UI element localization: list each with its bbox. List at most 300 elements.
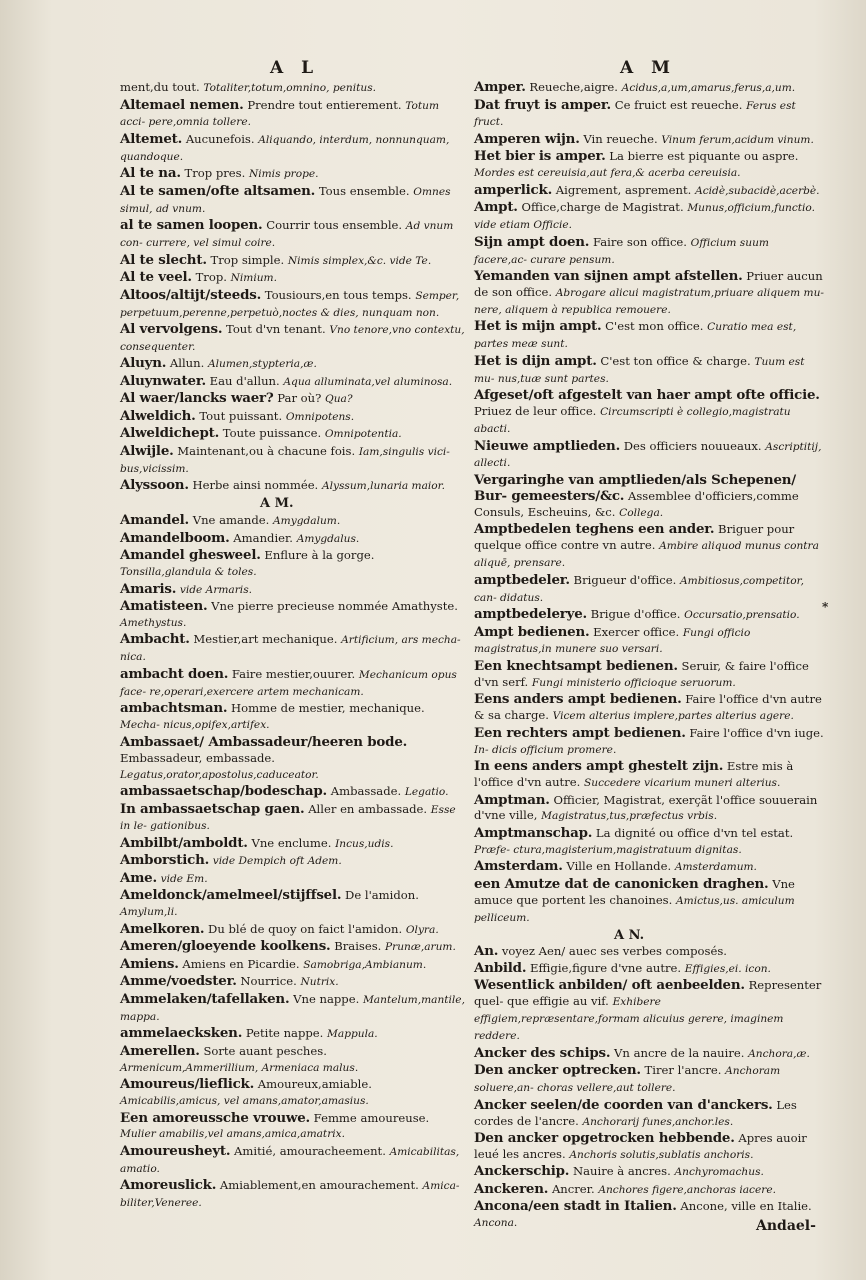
dictionary-entry — [120, 218, 466, 252]
dictionary-entry — [474, 388, 824, 438]
latin-gloss: Anchyromachus. — [674, 1166, 764, 1179]
french-gloss: Amoureux,amiable. — [257, 1077, 372, 1092]
latin-gloss: Ambire aliquod munus contra aliquē, prensare. — [474, 540, 819, 570]
latin-gloss: Ascriptitij, allecti. — [474, 440, 822, 470]
headword: Ameldonck/amelmeel/stijffsel. — [120, 887, 342, 904]
dictionary-entry — [120, 478, 466, 495]
latin-gloss: Aqua alluminata,vel aluminosa. — [283, 375, 453, 388]
dictionary-entry — [120, 784, 466, 801]
headword: Yemanden van sijnen ampt afstellen. — [474, 268, 743, 285]
dictionary-entry — [120, 513, 466, 530]
latin-gloss: Præfe- ctura,magisterium,magistratuum dignitas. — [474, 843, 742, 856]
dictionary-entry — [120, 531, 466, 548]
dictionary-entry — [120, 132, 466, 166]
dictionary-entry — [120, 322, 466, 356]
headword: Den ancker opgetrocken hebbende. — [474, 1130, 735, 1146]
latin-gloss: Ad vnum con- currere, vel simul coire. — [120, 220, 454, 250]
latin-gloss: vide Armaris. — [179, 583, 252, 596]
french-gloss: Aigrement, asprement. — [555, 182, 692, 197]
french-gloss: Faire l'office d'vn autre & sa charge. — [474, 692, 822, 723]
headword: Eens anders ampt bedienen. — [474, 691, 682, 708]
headword: amperlick. — [474, 181, 553, 198]
dictionary-entry — [474, 183, 824, 200]
french-gloss: Vne enclume. — [251, 835, 332, 850]
headword: Amandel. — [120, 512, 190, 529]
french-gloss: Trop simple. — [210, 252, 285, 267]
french-gloss: voyez Aen/ auec ses verbes composés. — [501, 944, 727, 959]
french-gloss: Ambassade. — [330, 784, 402, 798]
french-gloss: Vn ancre de la nauire. — [614, 1045, 745, 1060]
latin-gloss: vide Dempich oft Adem. — [212, 855, 342, 868]
dictionary-entry — [120, 1111, 466, 1144]
french-gloss: C'est ton office & charge. — [600, 353, 751, 368]
headword: Het is mijn ampt. — [474, 318, 602, 335]
dictionary-entry — [120, 1178, 466, 1212]
dictionary-entry — [474, 573, 824, 607]
dictionary-entry — [474, 1046, 824, 1063]
dictionary-entry — [120, 853, 466, 870]
dictionary-entry — [120, 667, 466, 701]
latin-gloss: Omnipotens. — [285, 410, 355, 423]
headword: Amptman. — [474, 791, 550, 808]
headword: Altemet. — [120, 130, 183, 147]
latin-gloss: Amygdalum. — [273, 515, 341, 528]
latin-gloss: Ferus est fruct. — [474, 99, 796, 129]
latin-gloss: Anchores figere,anchoras iacere. — [598, 1183, 776, 1196]
headword: In ambassaetschap gaen. — [120, 800, 305, 817]
headword: An. — [474, 943, 499, 960]
french-gloss: C'est mon office. — [605, 319, 704, 334]
dictionary-entry — [120, 184, 466, 218]
french-gloss: Seruir, & faire l'office d'vn serf. — [474, 658, 809, 689]
headword: Amper. — [474, 79, 526, 95]
latin-gloss: Totum acci- pere,omnia tollere. — [120, 99, 440, 129]
dictionary-entry — [120, 426, 466, 443]
latin-gloss: Nimis prope. — [248, 168, 319, 181]
french-gloss: Vne pierre precieuse nommée Amathyste. — [211, 599, 458, 614]
headword: Amoreuslick. — [120, 1177, 217, 1194]
dictionary-entry — [474, 877, 824, 927]
french-gloss: Reueche,aigre. — [529, 80, 618, 94]
latin-gloss: Anchora,æ. — [748, 1047, 810, 1060]
headword: Alwijle. — [120, 442, 174, 459]
french-gloss: Vin reueche. — [583, 131, 658, 146]
french-gloss: Des officiers nouueaux. — [623, 438, 762, 453]
latin-gloss: Amygdalus. — [296, 532, 360, 545]
french-gloss: Office,charge de Magistrat. — [521, 200, 684, 215]
latin-gloss: Totaliter,totum,omnino, penitus. — [203, 82, 376, 94]
dictionary-entry — [474, 944, 824, 960]
french-gloss: Nauire à ancres. — [572, 1164, 671, 1179]
dictionary-entry — [474, 132, 824, 149]
headword: Amiens. — [120, 955, 179, 972]
dictionary-entry — [120, 356, 466, 373]
headword: Afgeset/oft afgestelt van haer ampt ofte officie. — [474, 387, 820, 404]
french-gloss: ment,du tout. — [120, 80, 200, 94]
latin-gloss: Mordes est cereuisia,aut fera,& acerba cereuisia. — [474, 167, 741, 180]
headword: Amme/voedster. — [120, 973, 237, 990]
latin-gloss: Incus,udis. — [335, 837, 394, 850]
headword: Amperen wijn. — [474, 130, 580, 147]
french-gloss: Enflure à la gorge. — [264, 548, 375, 563]
french-gloss: Briguer pour quelque office contre vn autre. — [474, 522, 795, 553]
headword: Al te veel. — [120, 269, 192, 286]
header-right: A M — [620, 58, 676, 78]
french-gloss: Tout d'vn tenant. — [226, 322, 326, 337]
headword: Amatisteen. — [120, 598, 208, 615]
running-header — [0, 58, 866, 80]
latin-gloss: Nimis simplex,&c. vide Te. — [287, 254, 432, 267]
headword: Amptmanschap. — [474, 824, 593, 841]
french-gloss: Aller en ambassade. — [308, 801, 428, 816]
french-gloss: Allun. — [169, 356, 205, 371]
headword: Ancker seelen/de coorden van d'anckers. — [474, 1096, 773, 1113]
headword: Ancona/een stadt in Italien. — [474, 1198, 677, 1215]
french-gloss: Du blé de quoy on faict l'amidon. — [208, 921, 403, 936]
dictionary-entry — [474, 793, 824, 826]
dictionary-entry — [474, 80, 824, 97]
french-gloss: Vne nappe. — [293, 991, 360, 1006]
french-gloss: Tirer l'ancre. — [644, 1063, 722, 1078]
dictionary-entry — [474, 1098, 824, 1131]
latin-gloss: Amsterdamum. — [674, 861, 757, 874]
headword: Anbild. — [474, 959, 527, 976]
french-gloss: Assemblee d'officiers,comme Consuls, Escheuins, &c. — [474, 488, 799, 519]
headword: Amandel ghesweel. — [120, 547, 261, 564]
french-gloss: Effigie,figure d'vne autre. — [529, 960, 682, 975]
dictionary-entry — [120, 939, 466, 956]
dictionary-entry — [120, 270, 466, 287]
latin-gloss: Vicem alterius implere,partes alterius agere. — [552, 710, 794, 723]
french-gloss: Faire son office. — [592, 234, 687, 249]
french-gloss: Brigueur d'office. — [573, 572, 677, 587]
dictionary-entry — [474, 1063, 824, 1097]
french-gloss: Ancone, ville en Italie. — [680, 1199, 812, 1214]
headword: Een knechtsampt bedienen. — [474, 657, 678, 674]
dictionary-entry — [120, 1144, 466, 1178]
latin-gloss: Succedere vicarium muneri alterius. — [583, 777, 781, 790]
dictionary-entry — [120, 599, 466, 632]
headword: ambacht doen. — [120, 665, 229, 682]
dictionary-entry — [120, 391, 466, 408]
dictionary-entry — [474, 200, 824, 234]
dictionary-entry — [120, 1026, 466, 1043]
french-gloss: Petite nappe. — [245, 1026, 324, 1041]
dictionary-entry — [474, 607, 824, 624]
headword: Anckerschip. — [474, 1163, 570, 1180]
latin-gloss: Fungi ministerio officioque seruorum. — [531, 676, 736, 689]
headword: Al waer/lancks waer? — [120, 390, 274, 407]
right-column — [474, 80, 824, 1233]
headword: Amsterdam. — [474, 858, 563, 875]
headword: Ambacht. — [120, 631, 190, 648]
french-gloss: Representer quel- que effigie au vif. — [474, 978, 822, 1009]
dictionary-entry — [120, 166, 466, 183]
headword: Ambilbt/amboldt. — [120, 834, 248, 851]
dictionary-entry — [120, 444, 466, 478]
latin-gloss: Legatio. — [404, 786, 449, 798]
latin-gloss: Anchoris solutis,sublatis anchoris. — [569, 1148, 754, 1161]
latin-gloss: Olyra. — [405, 923, 439, 936]
dictionary-entry — [120, 80, 466, 97]
french-gloss: Priuer aucun de son office. — [474, 269, 823, 300]
dictionary-entry — [120, 836, 466, 853]
french-gloss: Braises. — [334, 939, 382, 954]
dictionary-entry — [120, 1077, 466, 1110]
headword: Altoos/altijt/steeds. — [120, 286, 262, 303]
french-gloss: Homme de mestier, mechanique. — [231, 701, 425, 716]
headword: Een amoreussche vrouwe. — [120, 1109, 310, 1126]
french-gloss: Mestier,art mechanique. — [193, 632, 338, 647]
dictionary-entry — [474, 978, 824, 1045]
dictionary-entry — [120, 888, 466, 921]
headword: al te samen loopen. — [120, 217, 263, 234]
headword: Ambassaet/ Ambassadeur/heeren bode. — [120, 733, 408, 750]
latin-gloss: Mantelum,mantile, mappa. — [120, 993, 465, 1023]
latin-gloss: Esse in le- gationibus. — [120, 803, 456, 833]
header-left: A L — [270, 58, 320, 78]
dictionary-entry — [474, 98, 824, 132]
dictionary-entry — [474, 439, 824, 473]
latin-gloss: Nutrix. — [300, 976, 339, 989]
headword: amptbedelerye. — [474, 606, 587, 622]
headword: Amborstich. — [120, 852, 210, 869]
headword: Sijn ampt doen. — [474, 233, 590, 250]
headword: Anckeren. — [474, 1180, 549, 1197]
french-gloss: Ce fruict est reueche. — [614, 97, 743, 112]
dictionary-entry — [120, 288, 466, 322]
dictionary-entry — [474, 235, 824, 269]
dictionary-entry — [120, 922, 466, 939]
latin-gloss: Omnipotentia. — [324, 428, 402, 441]
latin-gloss: Tonsilla,glandula & toles. — [120, 566, 257, 579]
latin-gloss: Amicabilis,amicus, vel amans,amator,amasius. — [120, 1095, 369, 1108]
dictionary-entry — [474, 473, 824, 522]
dictionary-entry — [120, 871, 466, 888]
dictionary-entry — [120, 409, 466, 426]
headword: Amelkoren. — [120, 920, 205, 937]
french-gloss: Amitié, amouracheement. — [234, 1143, 386, 1158]
headword: Altemael nemen. — [120, 96, 244, 113]
latin-gloss: Semper, perpetuum,perenne,perpetuò,noctes & dies, nunquam non. — [120, 289, 460, 319]
french-gloss: Tousiours,en tous temps. — [264, 287, 412, 302]
latin-gloss: vide Em. — [160, 872, 208, 885]
headword: ammelaecksken. — [120, 1025, 243, 1042]
headword: amptbedeler. — [474, 571, 570, 588]
latin-gloss: Amylum,li. — [120, 906, 178, 919]
french-gloss: Toute puissance. — [222, 426, 322, 441]
latin-gloss: Mechanicum opus face- re,operari,exercere artem mechanicam. — [120, 668, 457, 698]
french-gloss: Femme amoureuse. — [313, 1110, 430, 1125]
headword: ambassaetschap/bodeschap. — [120, 783, 328, 799]
dictionary-entry — [474, 1164, 824, 1181]
latin-gloss: Amethystus. — [120, 616, 187, 629]
headword: Aluyn. — [120, 355, 167, 372]
latin-gloss: Munus,officium,functio. vide etiam Officie. — [474, 202, 815, 232]
dictionary-entry — [474, 826, 824, 859]
french-gloss: Courrir tous ensemble. — [266, 218, 403, 233]
dictionary-entry — [474, 269, 824, 319]
headword: Amoureusheyt. — [120, 1142, 231, 1159]
french-gloss: Amandier. — [233, 530, 293, 545]
latin-gloss: Ambitiosus,competitor, can- didatus. — [474, 574, 804, 604]
latin-gloss: Exhibere effigiem,repræsentare,formam alicuius gerere, imaginem reddere. — [474, 996, 784, 1043]
dictionary-entry — [474, 759, 824, 792]
latin-gloss: Vinum ferum,acidum vinum. — [661, 133, 814, 146]
headword: Vergaringhe van amptlieden/als Schepenen/ Bur- gemeesters/&c. — [474, 471, 796, 504]
latin-gloss: Prunæ,arum. — [385, 941, 456, 954]
headword: Dat fruyt is amper. — [474, 96, 612, 113]
french-gloss: Nourrice. — [240, 974, 297, 989]
french-gloss: Herbe ainsi nommée. — [192, 478, 319, 493]
french-gloss: La bierre est piquante ou aspre. — [609, 149, 799, 164]
headword: Aluynwater. — [120, 372, 206, 389]
headword: Alyssoon. — [120, 477, 189, 494]
french-gloss: Tous ensemble. — [318, 183, 410, 198]
headword: Alweldichept. — [120, 425, 220, 442]
french-gloss: Priuez de leur office. — [474, 404, 597, 419]
latin-gloss: Fungi officio magistratus,in munere suo versari. — [474, 626, 751, 656]
dictionary-entry — [120, 735, 466, 784]
headword: Wesentlick anbilden/ oft aenbeelden. — [474, 977, 745, 994]
latin-gloss: Occursatio,prensatio. — [684, 609, 800, 621]
french-gloss: De l'amidon. — [345, 888, 419, 903]
headword: ambachtsman. — [120, 700, 228, 717]
french-gloss: Maintenant,ou à chacune fois. — [177, 443, 356, 458]
headword: Het is dijn ampt. — [474, 352, 597, 369]
latin-gloss: Aliquando, interdum, nonnunquam, quandoque. — [120, 133, 450, 163]
dictionary-entry — [120, 957, 466, 974]
latin-gloss: Acidus,a,um,amarus,ferus,a,um. — [621, 82, 796, 94]
latin-gloss: Armenicum,Ammerillium, Armeniaca malus. — [120, 1061, 359, 1074]
headword: Het bier is amper. — [474, 148, 606, 165]
dictionary-entry — [474, 659, 824, 692]
latin-gloss: Alyssum,lunaria maior. — [321, 480, 445, 493]
dictionary-entry — [120, 98, 466, 132]
dictionary-entry — [474, 726, 824, 759]
dictionary-entry — [474, 961, 824, 978]
latin-gloss: Legatus,orator,apostolus,caduceator. — [120, 768, 319, 781]
latin-gloss: Qua? — [325, 393, 353, 406]
dictionary-entry — [474, 319, 824, 353]
french-gloss: Embassadeur, embassade. — [120, 750, 275, 765]
french-gloss: Amiablement,en amourachement. — [219, 1178, 419, 1193]
french-gloss: Brigue d'office. — [590, 607, 681, 621]
french-gloss: Ville en Hollande. — [566, 859, 672, 874]
dictionary-entry — [474, 859, 824, 876]
latin-gloss: Artificium, ars mecha- nica. — [120, 634, 461, 664]
section-heading: A M. — [260, 496, 294, 512]
french-gloss: Aucunefois. — [185, 131, 255, 146]
catchword: Andael- — [756, 1218, 816, 1234]
headword: Al vervolgens. — [120, 321, 223, 338]
dictionary-entry — [120, 582, 466, 599]
latin-gloss: Ancona. — [474, 1217, 518, 1230]
french-gloss: Eau d'allun. — [209, 373, 280, 388]
french-gloss: Officier, Magistrat, exerçãt l'office souuerain d'vne ville, — [474, 792, 818, 823]
dictionary-entry — [120, 632, 466, 666]
dictionary-entry — [120, 374, 466, 391]
headword: In eens anders ampt ghestelt zijn. — [474, 758, 724, 775]
french-gloss: Apres auoir leué les ancres. — [474, 1131, 807, 1161]
latin-gloss: Mecha- nicus,opifex,artifex. — [120, 719, 270, 732]
headword: Ammelaken/tafellaken. — [120, 990, 290, 1007]
headword: Ameren/gloeyende koolkens. — [120, 938, 331, 955]
headword: Amoureus/lieflick. — [120, 1076, 255, 1093]
latin-gloss: Abrogare alicui magistratum,priuare aliquem mu- nere, aliquem à republica remouere. — [474, 287, 824, 316]
latin-gloss: Vno tenore,vno contextu, consequenter. — [120, 324, 465, 353]
dictionary-entry — [474, 522, 824, 572]
dictionary-entry — [120, 974, 466, 991]
french-gloss: Ancrer. — [551, 1181, 595, 1196]
latin-gloss: Mappula. — [327, 1028, 378, 1041]
headword: Amerellen. — [120, 1042, 200, 1059]
dictionary-entry — [120, 253, 466, 270]
french-gloss: Estre mis à l'office d'vn autre. — [474, 759, 794, 790]
dictionary-entry — [474, 149, 824, 182]
latin-gloss: Tuum est mu- nus,tuæ sunt partes. — [474, 355, 805, 385]
latin-gloss: Collega. — [619, 506, 664, 519]
headword: Amandelboom. — [120, 529, 230, 546]
dictionary-entry — [120, 802, 466, 836]
french-gloss: Trop. — [195, 270, 227, 285]
french-gloss: Faire mestier,ouurer. — [231, 666, 356, 681]
latin-gloss: Amicabilitas, amatio. — [120, 1145, 460, 1175]
headword: Ampt bedienen. — [474, 623, 590, 640]
dictionary-entry — [120, 701, 466, 734]
left-column — [120, 80, 466, 1213]
dictionary-entry — [474, 1131, 824, 1164]
french-gloss: Les cordes de l'ancre. — [474, 1097, 797, 1128]
french-gloss: Vne amande. — [192, 513, 270, 528]
dictionary-entry — [474, 354, 824, 388]
latin-gloss: Circumscripti è collegio,magistratu abacti. — [474, 406, 791, 436]
french-gloss: Vne amuce que portent les chanoines. — [474, 876, 795, 907]
latin-gloss: Samobriga,Ambianum. — [303, 958, 427, 971]
dictionary-entry — [120, 1044, 466, 1077]
french-gloss: Exercer office. — [593, 624, 680, 639]
latin-gloss: Alumen,stypteria,æ. — [208, 358, 317, 371]
headword: een Amutze dat de canonicken draghen. — [474, 875, 769, 892]
french-gloss: Prendre tout entierement. — [247, 97, 402, 112]
latin-gloss: Omnes simul, ad vnum. — [120, 185, 451, 215]
dictionary-entry — [120, 548, 466, 581]
dictionary-entry — [120, 992, 466, 1026]
latin-gloss: Amictus,us. amiculum pelliceum. — [474, 894, 795, 924]
headword: Amptbedelen teghens een ander. — [474, 521, 715, 538]
headword: Ame. — [120, 869, 157, 886]
latin-gloss: Officium suum facere,ac- curare pensum. — [474, 236, 769, 266]
headword: Al te na. — [120, 165, 181, 182]
section-heading: A N. — [614, 927, 645, 943]
latin-gloss: Curatio mea est, partes meæ sunt. — [474, 321, 797, 351]
headword: Alweldich. — [120, 407, 196, 424]
latin-gloss: Acidè,subacidè,acerbè. — [695, 184, 820, 197]
dictionary-entry — [474, 625, 824, 659]
latin-gloss: Mulier amabilis,vel amans,amica,amatrix. — [120, 1128, 345, 1141]
dictionary-entry — [474, 692, 824, 725]
margin-mark: * — [822, 600, 829, 614]
headword: Den ancker optrecken. — [474, 1062, 641, 1079]
headword: Een rechters ampt bedienen. — [474, 724, 686, 741]
latin-gloss: Amica- biliter,Veneree. — [120, 1180, 460, 1210]
headword: Amaris. — [120, 580, 177, 597]
latin-gloss: Magistratus,tus,præfectus vrbis. — [541, 810, 718, 823]
french-gloss: Sorte auant pesches. — [203, 1043, 327, 1058]
french-gloss: Trop pres. — [184, 166, 246, 181]
latin-gloss: In- dicis officium promere. — [474, 743, 617, 756]
french-gloss: La dignité ou office d'vn tel estat. — [595, 825, 794, 840]
